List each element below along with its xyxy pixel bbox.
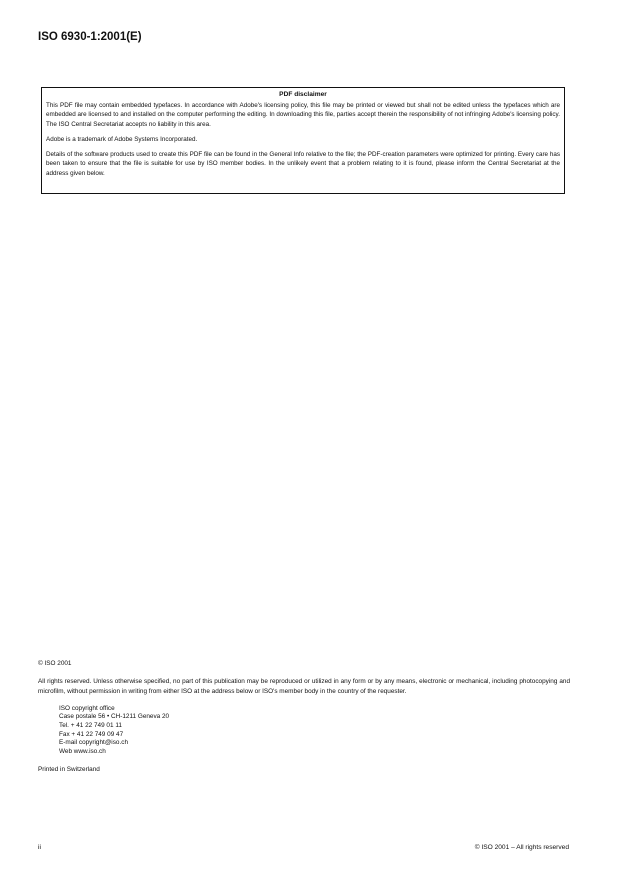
rights-statement: All rights reserved. Unless otherwise specified, no part of this publication may be reproduced or utilized in any form or by any means, electronic or mechanical, including photocopying and microfilm, without permission in writing from either ISO at the address below or ISO's member body in the country of the requester. <box>38 678 570 695</box>
copyright-office-address <box>38 705 570 757</box>
printed-in: Printed in Switzerland <box>38 766 100 774</box>
disclaimer-title: PDF disclaimer <box>279 91 327 98</box>
address-line: Tel. + 41 22 749 01 11 <box>59 722 122 730</box>
copyright-year: © ISO 2001 <box>38 660 72 667</box>
address-line: Fax + 41 22 749 09 47 <box>59 730 124 738</box>
disclaimer-paragraph: Adobe is a trademark of Adobe Systems Incorporated. <box>46 135 198 143</box>
address-line: Case postale 56 • CH-1211 Geneva 20 <box>59 713 170 721</box>
document-id: ISO 6930-1:2001(E) <box>38 31 142 43</box>
copyright-section <box>38 659 570 775</box>
address-line: E-mail copyright@iso.ch <box>59 739 128 747</box>
address-line: ISO copyright office <box>59 704 115 712</box>
disclaimer-paragraph: Details of the software products used to create this PDF file can be found in the General Info relative to the file; the PDF-creation parameters were optimized for printing. Every care has been taken to ensure that the file is suitable for use by ISO member bodies. In the unlikely event that a problem relating to it is found, please inform the Central Secretariat at the address given below. <box>46 151 560 177</box>
footer-rights: © ISO 2001 – All rights reserved <box>474 844 569 851</box>
disclaimer-paragraph: This PDF file may contain embedded typefaces. In accordance with Adobe's licensing policy, this file may be printed or viewed but shall not be edited unless the typefaces which are embedded are licensed to and installed on the computer performing the editing. In downloading this file, parties accept therein the responsibility of not infringing Adobe's licensing policy. The ISO Central Secretariat accepts no liability in this area. <box>46 102 560 128</box>
pdf-disclaimer-box <box>41 87 565 194</box>
page-number: ii <box>38 844 41 851</box>
address-line: Web www.iso.ch <box>59 747 106 755</box>
